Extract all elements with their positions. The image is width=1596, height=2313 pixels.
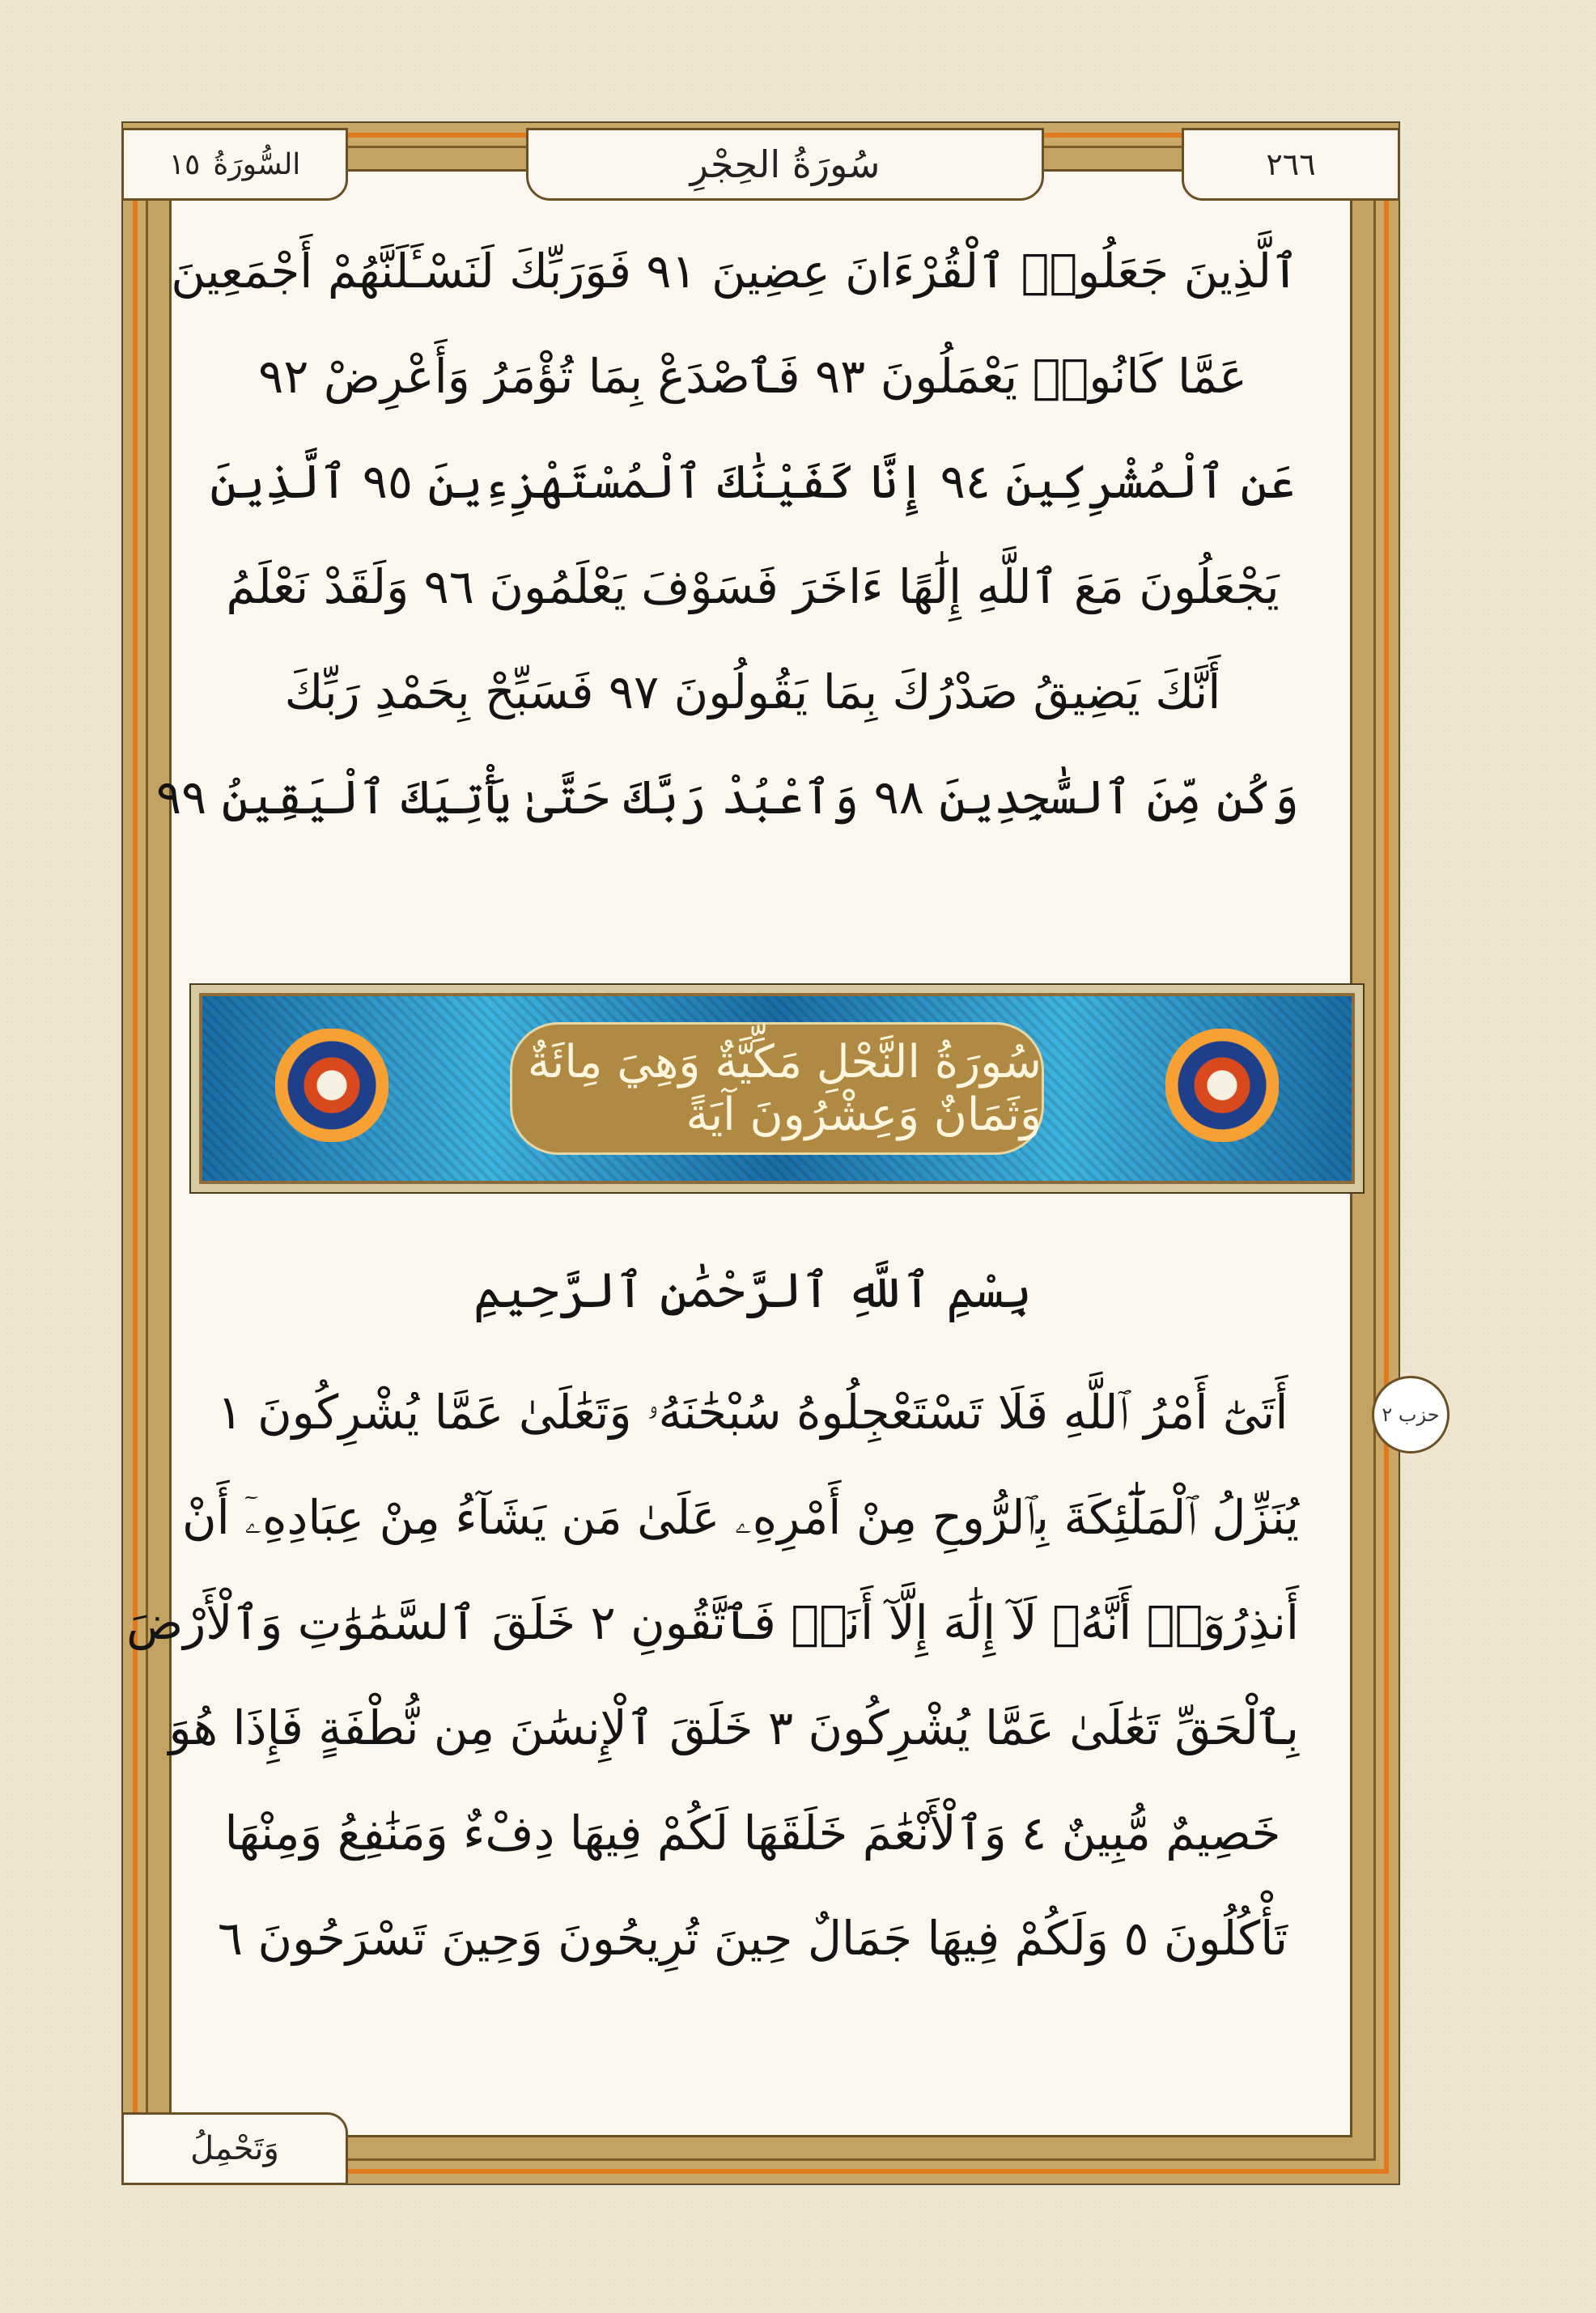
surah-banner [189,983,1365,1194]
verse-line: خَصِيمٌ مُّبِينٌ ٤ وَٱلْأَنْعَٰمَ خَلَقَهَا لَكُمْ فِيهَا دِفْءٌ وَمَنَٰفِعُ وَمِنْهَا [224,1806,1281,1861]
hizb-label: حزب ٢ [1382,1403,1440,1426]
verse-line: ٱلَّذِينَ جَعَلُوا۟ ٱلْقُرْءَانَ عِضِينَ ٩١ فَوَرَبِّكَ لَنَسْـَٔلَنَّهُمْ أَجْمَعِينَ [171,244,1299,299]
verse-line: تَأْكُلُونَ ٥ وَلَكُمْ فِيهَا جَمَالٌ حِينَ تُرِيحُونَ وَحِينَ تَسْرَحُونَ ٦ [217,1911,1288,1966]
verse-line: يُنَزِّلُ ٱلْمَلَٰٓئِكَةَ بِٱلرُّوحِ مِنْ أَمْرِهِۦ عَلَىٰ مَن يَشَآءُ مِنْ عِبَادِهِۦٓ أَنْ [181,1490,1299,1545]
nahl-verses [126,1360,1299,1991]
page-number: ٢٦٦ [1266,146,1316,182]
verse-line: يَجْعَلُونَ مَعَ ٱللَّهِ إِلَٰهًا ءَاخَرَ فَسَوْفَ يَعْلَمُونَ ٩٦ وَلَقَدْ نَعْلَمُ [226,559,1280,614]
surah-name: سُورَةُ الحِجْرِ [690,142,881,186]
verse-line: أَنَّكَ يَضِيقُ صَدْرُكَ بِمَا يَقُولُونَ ٩٧ فَسَبِّحْ بِحَمْدِ رَبِّكَ [284,664,1221,719]
verse-line: وَكُن مِّنَ ٱلسَّٰجِدِينَ ٩٨ وَٱعْبُدْ رَبَّكَ حَتَّىٰ يَأْتِيَكَ ٱلْيَقِينُ ٩٩ [155,770,1299,825]
surah-number-tab [121,128,348,201]
surah-banner-title: سُورَةُ النَّحْلِ مَكِّيَّةٌ وَهِيَ مِائَةٌ وَثَمَانٌ وَعِشْرُونَ آيَةً [510,1022,1044,1155]
page-number-tab [1182,128,1400,201]
verse-line: بِٱلْحَقِّ تَعَٰلَىٰ عَمَّا يُشْرِكُونَ ٣ خَلَقَ ٱلْإِنسَٰنَ مِن نُّطْفَةٍ فَإِذَا هُوَ [168,1700,1299,1755]
bismillah: بِسْمِ ٱللَّهِ ٱلرَّحْمَٰنِ ٱلرَّحِيمِ [473,1263,1033,1319]
catchword: وَتَحْمِلُ [190,2130,279,2167]
banner-ornament [199,993,1355,1184]
verse-line: أَنذِرُوٓا۟ أَنَّهُۥ لَآ إِلَٰهَ إِلَّآ أَنَا۠ فَٱتَّقُونِ ٢ خَلَقَ ٱلسَّمَٰوَٰتِ وَٱلْأَرْضَ [126,1595,1299,1650]
floral-ornament-icon [275,1029,388,1142]
hizb-marker-icon [1372,1376,1450,1454]
footer-catchword-tab [121,2112,348,2185]
surah-number: ١٥ [168,147,201,181]
verse-line: عَمَّا كَانُوا۟ يَعْمَلُونَ ٩٣ فَٱصْدَعْ بِمَا تُؤْمَرُ وَأَعْرِضْ ٩٢ [258,349,1247,404]
surah-name-tab [526,128,1044,201]
surah-label: السُّورَةُ [213,147,301,181]
floral-ornament-icon [1165,1029,1279,1142]
hijr-verses [155,219,1299,850]
verse-line: أَتَىٰٓ أَمْرُ ٱللَّهِ فَلَا تَسْتَعْجِلُوهُ سُبْحَٰنَهُۥ وَتَعَٰلَىٰ عَمَّا يُشْرِكُونَ ١ [217,1385,1288,1440]
verse-line: عَنِ ٱلْمُشْرِكِينَ ٩٤ إِنَّا كَفَيْنَٰكَ ٱلْمُسْتَهْزِءِينَ ٩٥ ٱلَّذِينَ [210,454,1296,509]
